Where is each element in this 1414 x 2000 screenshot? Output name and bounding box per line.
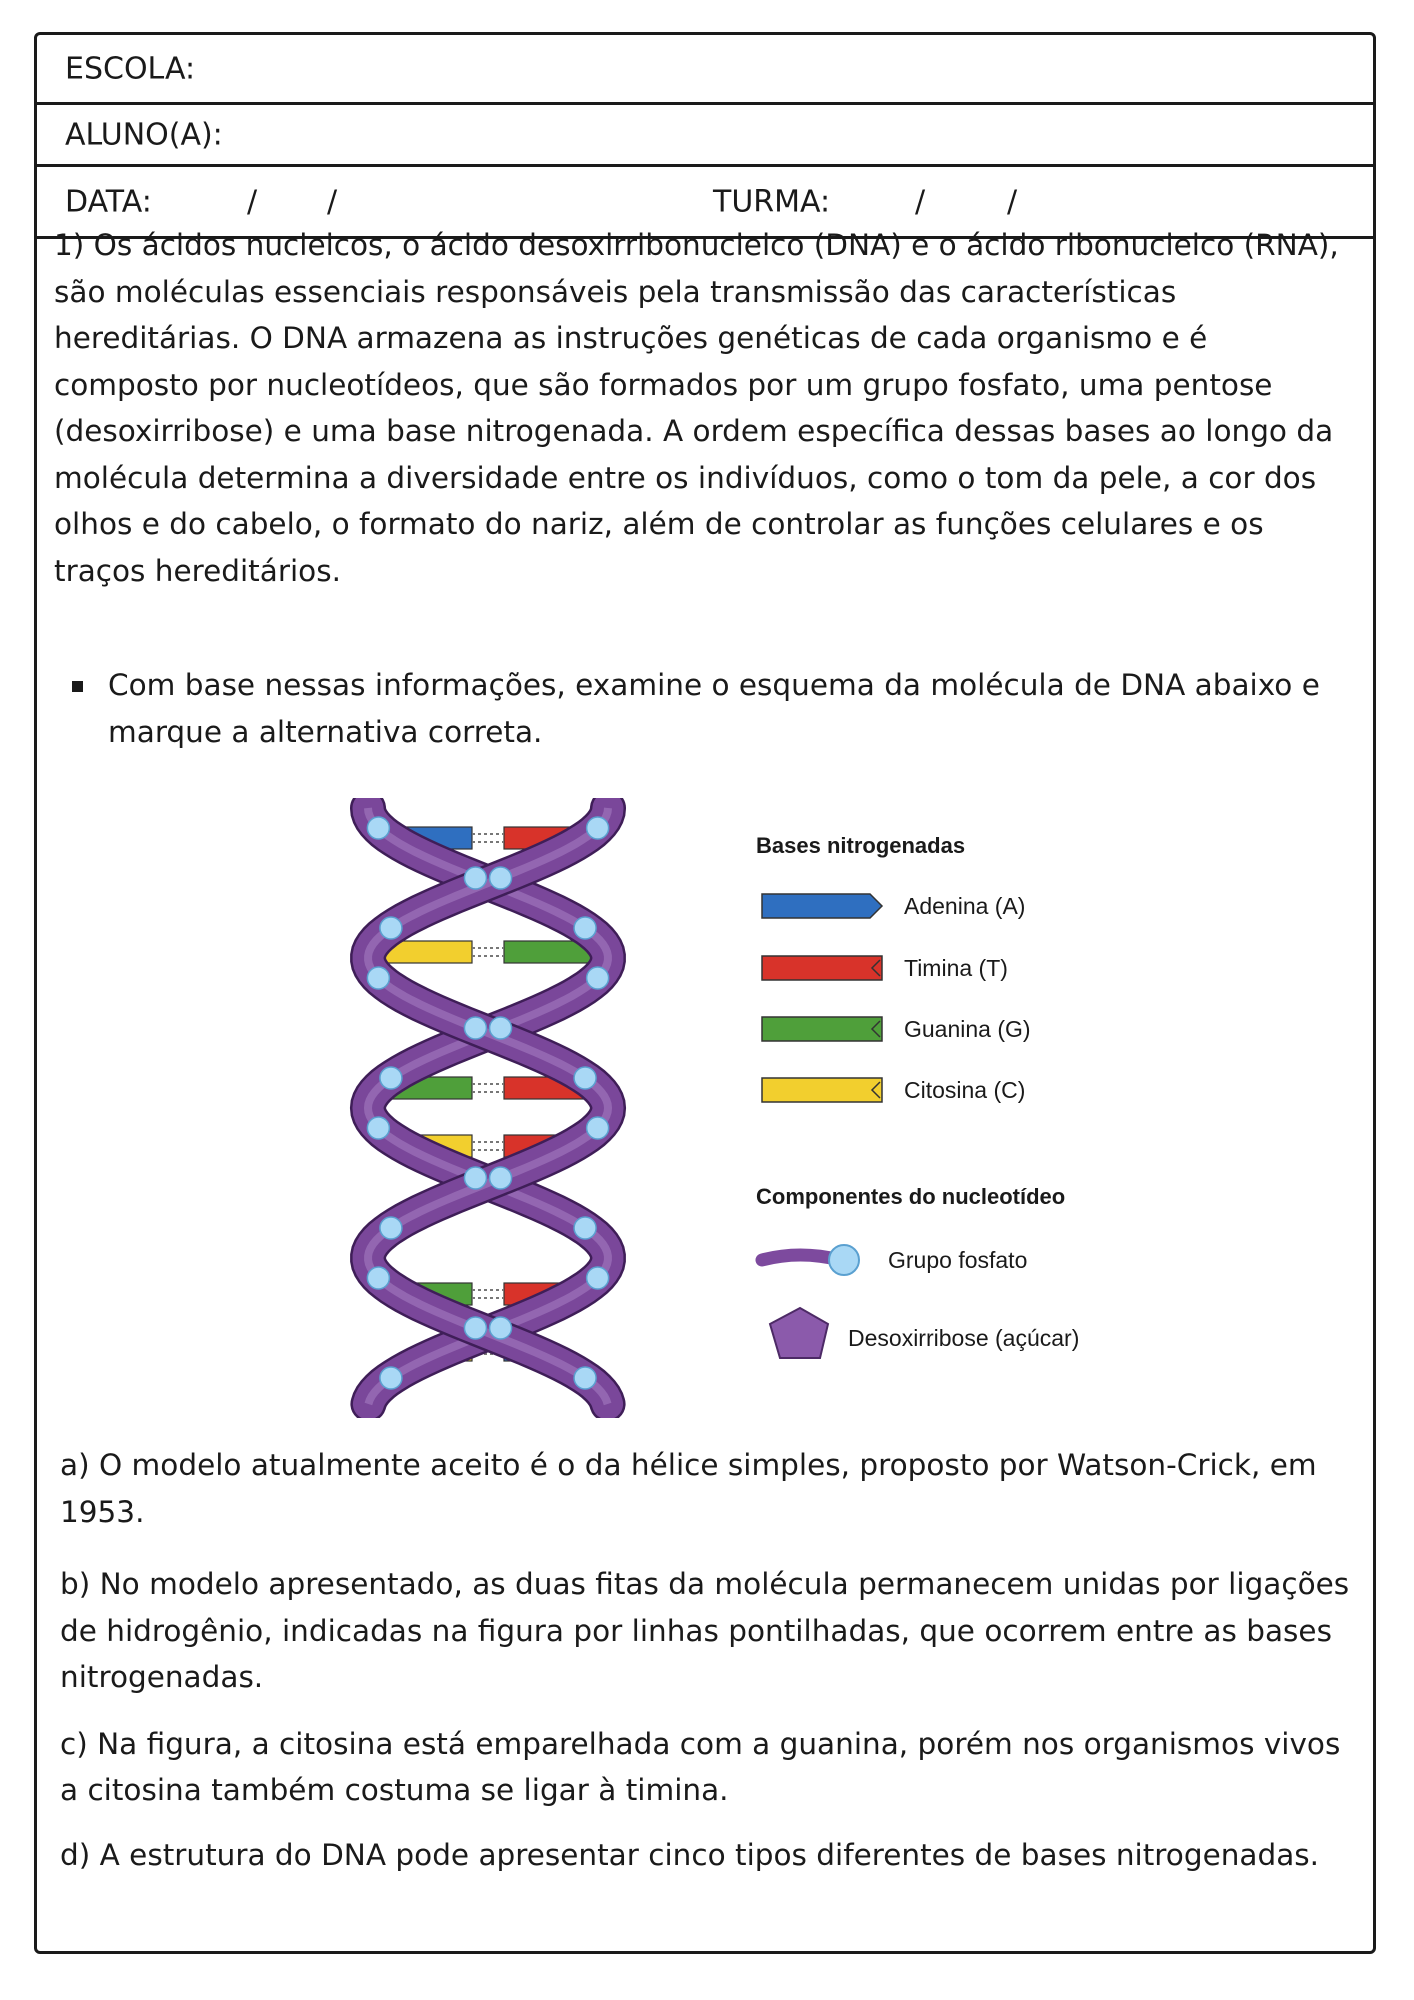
phosphate-bead-21 [587,1267,609,1289]
class-label: TURMA: [713,184,831,219]
phosphate-bead-20 [574,1217,596,1239]
class-slash-2: / [1007,184,1018,219]
phosphate-bead-17 [380,1067,402,1089]
option-b[interactable]: b) No modelo apresentado, as duas fitas da molécula permanecem unidas por ligações de hidrogênio, indicadas na figura por linhas pontilhadas, que ocorrem entre as bases nitrogenadas. [60,1567,1350,1694]
phosphate-bead-10 [464,1317,486,1339]
answer-options [60,1442,1350,1878]
components-legend-title: Componentes do nucleotídeo [756,1184,1066,1209]
phosphate-bead-11 [574,1367,596,1389]
dna-double-helix [367,808,608,1404]
thymine-swatch [762,956,882,980]
date-slash-1: / [247,184,258,219]
phosphate-bead-15 [587,967,609,989]
bases-legend [762,893,1031,1103]
phosphate-bead-2 [380,917,402,939]
student-label: ALUNO(A): [65,117,223,152]
phosphate-bead-5 [574,1067,596,1089]
cytosine-swatch [762,1078,882,1102]
class-slash-1: / [915,184,926,219]
phosphate-bead-12 [367,817,389,839]
dna-figure [300,798,1130,1418]
phosphate-legend-icon [762,1245,859,1275]
option-d[interactable]: d) A estrutura do DNA pode apresentar cinco tipos diferentes de bases nitrogenadas. [60,1837,1320,1872]
phosphate-bead-14 [574,917,596,939]
phosphate-bead-16 [490,1017,512,1039]
question-instruction [72,662,1342,755]
option-a[interactable]: a) O modelo atualmente aceito é o da hélice simples, proposto por Watson-Crick, em 1953. [60,1448,1317,1529]
student-row [37,105,1373,167]
phosphate-bead-22 [490,1317,512,1339]
thymine-legend-label: Timina (T) [904,955,1008,981]
phosphate-legend-label: Grupo fosfato [888,1247,1028,1273]
dna-diagram [300,798,1130,1418]
phosphate-bead-3 [367,967,389,989]
instruction-text: Com base nessas informações, examine o esquema da molécula de DNA abaixo e marque a alternativa correta. [108,668,1320,749]
phosphate-bead-18 [367,1117,389,1139]
phosphate-bead-4 [464,1017,486,1039]
phosphate-bead-19 [464,1167,486,1189]
cytosine-legend-label: Citosina (C) [904,1077,1026,1103]
phosphate-bead-1 [490,867,512,889]
bullet-square-icon [72,681,83,692]
school-label: ESCOLA: [65,51,196,86]
guanine-legend-label: Guanina (G) [904,1016,1031,1042]
date-label: DATA: [65,184,152,219]
phosphate-bead-23 [380,1367,402,1389]
date-slash-2: / [327,184,338,219]
sugar-legend-label: Desoxirribose (açúcar) [848,1325,1080,1351]
phosphate-bead-9 [367,1267,389,1289]
question-intro: 1) Os ácidos nucleicos, o ácido desoxirribonucleico (DNA) e o ácido ribonucleico (RNA), são moléculas essenciais responsáveis pela transmissão das características hereditárias. O DNA armazena as instruções genéticas de cada organismo e é composto por nucleotídeos, que são formados por um grupo fosfato, uma pentose (desoxirribose) e uma base nitrogenada. A ordem específica dessas bases ao longo da molécula determina a diversidade entre os indivíduos, como o tom da pele, a cor dos olhos e do cabelo, o formato do nariz, além de controlar as funções celulares e os traços hereditários. [54,228,1339,588]
option-c[interactable]: c) Na figura, a citosina está emparelhada com a guanina, porém nos organismos vivos a citosina também costuma se ligar à timina. [60,1726,1341,1807]
guanine-swatch [762,1017,882,1041]
phosphate-bead-13 [464,867,486,889]
school-row [37,35,1373,105]
phosphate-bead-8 [380,1217,402,1239]
adenine-swatch [762,894,882,918]
phosphate-bead-6 [587,1117,609,1139]
phosphate-bead-7 [490,1167,512,1189]
bases-legend-title: Bases nitrogenadas [756,833,966,858]
phosphate-bead-0 [587,817,609,839]
sugar-pentagon-icon [770,1308,828,1358]
adenine-legend-label: Adenina (A) [904,893,1026,919]
